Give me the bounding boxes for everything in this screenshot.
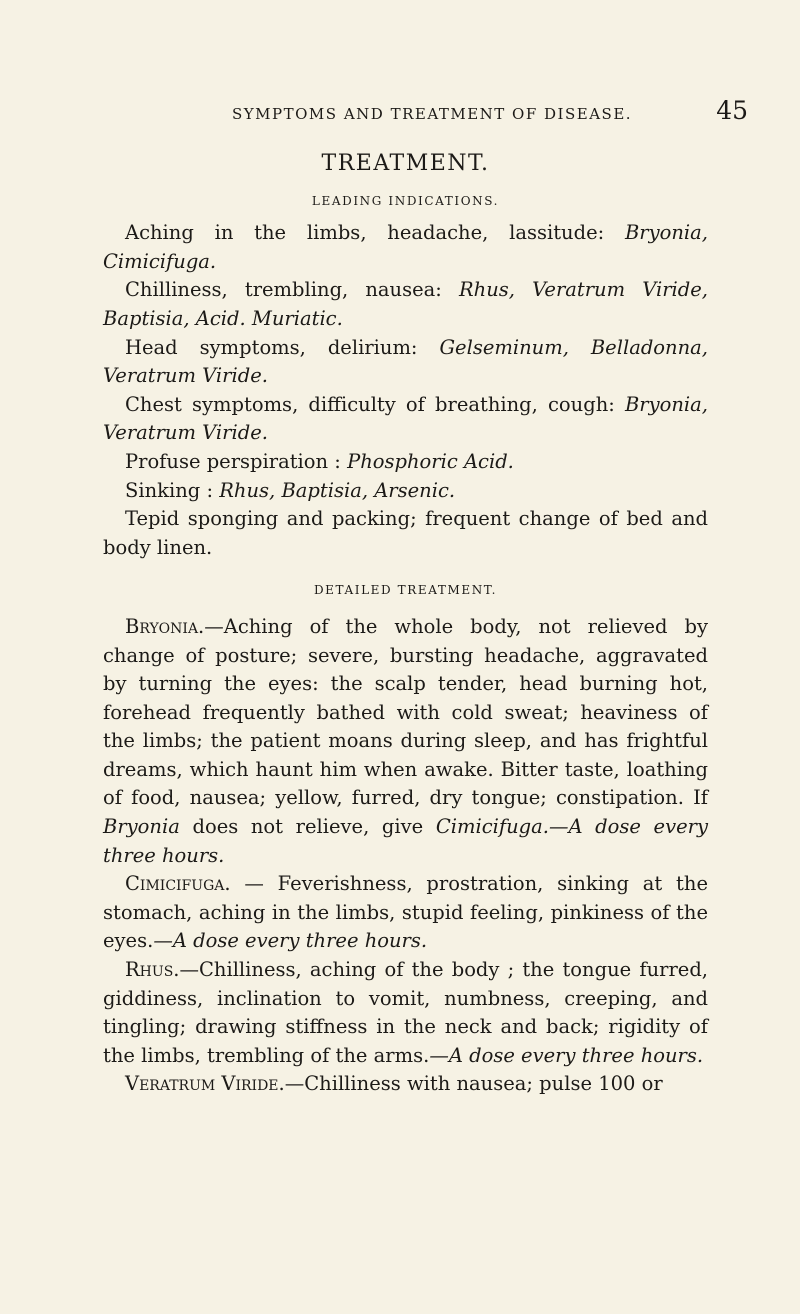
page-number: 45 [716, 96, 748, 125]
dose-instruction: —A dose every three hours. [153, 929, 428, 953]
detailed-entry: Veratrum Viride.—Chilliness with nausea; pulse 100 or [125, 1072, 663, 1096]
indication-remedies: Gelseminum, Belladonna, Veratrum Viride. [103, 335, 708, 388]
running-head [232, 96, 748, 125]
indication-remedies: Bryonia, Veratrum Viride. [103, 392, 708, 445]
detailed-entry: Cimicifuga. — Feverishness, prostration, sinking at the stomach, aching in the limbs, stupid feeling, pinkiness of the eyes.—A dose every three hours. [103, 872, 708, 953]
general-note: Tepid sponging and packing; frequent change of bed and body linen. [103, 507, 708, 559]
remedy-name: Bryonia. [125, 614, 205, 638]
indication: Chest symptoms, difficulty of breathing, cough: Bryonia, Veratrum Viride. [103, 392, 708, 445]
indication: Chilliness, trembling, nausea: Rhus, Veratrum Viride, Baptisia, Acid. Muriatic. [103, 278, 708, 330]
detailed-entry: Rhus.—Chilliness, aching of the body ; the tongue furred, giddiness, inclination to vomit, numbness, creeping, and tingling; drawing stiffness in the neck and back; rigidity of the limbs, trembling of the arms.—A dose every three hours. [103, 958, 708, 1067]
section-title: TREATMENT. [321, 151, 490, 176]
running-title: SYMPTOMS AND TREATMENT OF DISEASE. [232, 105, 633, 123]
indication: Aching in the limbs, headache, lassitude: Bryonia, Cimicifuga. [103, 221, 708, 273]
remedy-name: Cimicifuga. [125, 872, 231, 896]
dose-instruction: —A dose every three hours. [429, 1043, 704, 1067]
indication: Sinking : Rhus, Baptisia, Arsenic. [125, 478, 456, 502]
remedy-name: Rhus. [125, 958, 180, 982]
dose-instruction: —A dose every three hours. [103, 815, 708, 867]
indication-remedies: Bryonia, Cimicifuga. [103, 221, 708, 273]
indication: Head symptoms, delirium: Gelseminum, Belladonna, Veratrum Viride. [103, 335, 708, 388]
indication-remedies: Phosphoric Acid. [347, 449, 514, 473]
indication-remedies: Rhus, Baptisia, Arsenic. [219, 478, 456, 502]
detailed-entry: Bryonia.—Aching of the whole body, not relieved by change of posture; severe, bursting headache, aggravated by turning the eyes: the scalp tender, head burning hot, forehead frequently bathed with cold sweat; heaviness of the limbs; the patient moans during sleep, and has frightful dreams, which haunt him when awake. Bitter taste, loathing of food, nausea; yellow, furred, dry tongue; constipation. If Bryonia does not relieve, give Cimicifuga.—A dose every three hours. [103, 614, 708, 867]
indication-remedies: Rhus, Veratrum Viride, Baptisia, Acid. Muriatic. [103, 278, 708, 330]
detailed-treatment-heading: DETAILED TREATMENT. [313, 583, 498, 598]
indication: Profuse perspiration : Phosphoric Acid. [125, 449, 514, 473]
leading-indications-heading: LEADING INDICATIONS. [311, 193, 500, 208]
page-body [103, 150, 708, 1099]
remedy-name: Veratrum Viride. [125, 1072, 285, 1096]
